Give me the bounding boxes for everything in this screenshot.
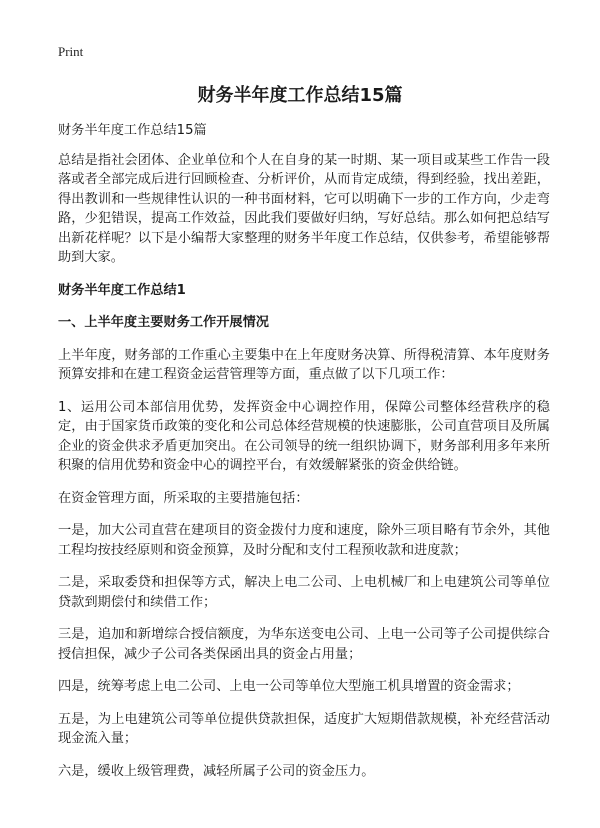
body-paragraph: 六是，缓收上级管理费，减轻所属子公司的资金压力。 (58, 763, 375, 779)
body-paragraph: 在资金管理方面，所采取的主要措施包括： (58, 490, 309, 506)
body-paragraph: 五是，为上电建筑公司等单位提供贷款担保，适度扩大短期借款规模，补充经营活动现金流入量； (58, 711, 550, 746)
section-title: 财务半年度工作总结1 (58, 282, 186, 298)
body-paragraph: 1、运用公司本部信用优势，发挥资金中心调控作用，保障公司整体经营秩序的稳定，由于国家货币政策的变化和公司总体经营规模的快速膨胀，公司直营项目及所属企业的资金供求矛盾更加突出。在公司领导的统一组织协调下，财务部利用多年来所积聚的信用优势和资金中心的调控平台，有效缓解紧张的资金供给链。 (58, 399, 550, 473)
section-heading: 一、上半年度主要财务工作开展情况 (58, 315, 269, 330)
body-paragraph: 上半年度，财务部的工作重心主要集中在上年度财务决算、所得税清算、本年度财务预算安排和在建工程资金运营管理等方面，重点做了以下几项工作： (58, 347, 550, 382)
document-subtitle: 财务半年度工作总结15篇 (58, 123, 207, 138)
body-paragraph: 三是，追加和新增综合授信额度，为华东送变电公司、上电一公司等子公司提供综合授信担保，减少子公司各类保函出具的资金占用量； (58, 627, 550, 662)
document-body (58, 121, 550, 794)
body-paragraph: 一是，加大公司直营在建项目的资金拨付力度和速度，除外三项目略有节余外，其他工程均按技经原则和资金预算，及时分配和支付工程预收款和进度款； (58, 523, 550, 558)
intro-paragraph: 总结是指社会团体、企业单位和个人在自身的某一时期、某一项目或某些工作告一段落或者全部完成后进行回顾检查、分析评价，从而肯定成绩，得到经验，找出差距，得出教训和一些规律性认识的一种书面材料，它可以明确下一步的工作方向，少走弯路，少犯错误，提高工作效益，因此我们要做好归纳，写好总结。那么如何把总结写出新花样呢？以下是小编帮大家整理的财务半年度工作总结，仅供参考，希望能够帮助到大家。 (58, 152, 550, 265)
print-link[interactable]: Print (58, 44, 84, 59)
body-paragraph: 四是，统筹考虑上电二公司、上电一公司等单位大型施工机具增置的资金需求； (58, 679, 520, 694)
body-paragraph: 二是，采取委贷和担保等方式，解决上电二公司、上电机械厂和上电建筑公司等单位贷款到期偿付和续借工作； (58, 575, 550, 610)
page-title: 财务半年度工作总结15篇 (197, 85, 403, 106)
